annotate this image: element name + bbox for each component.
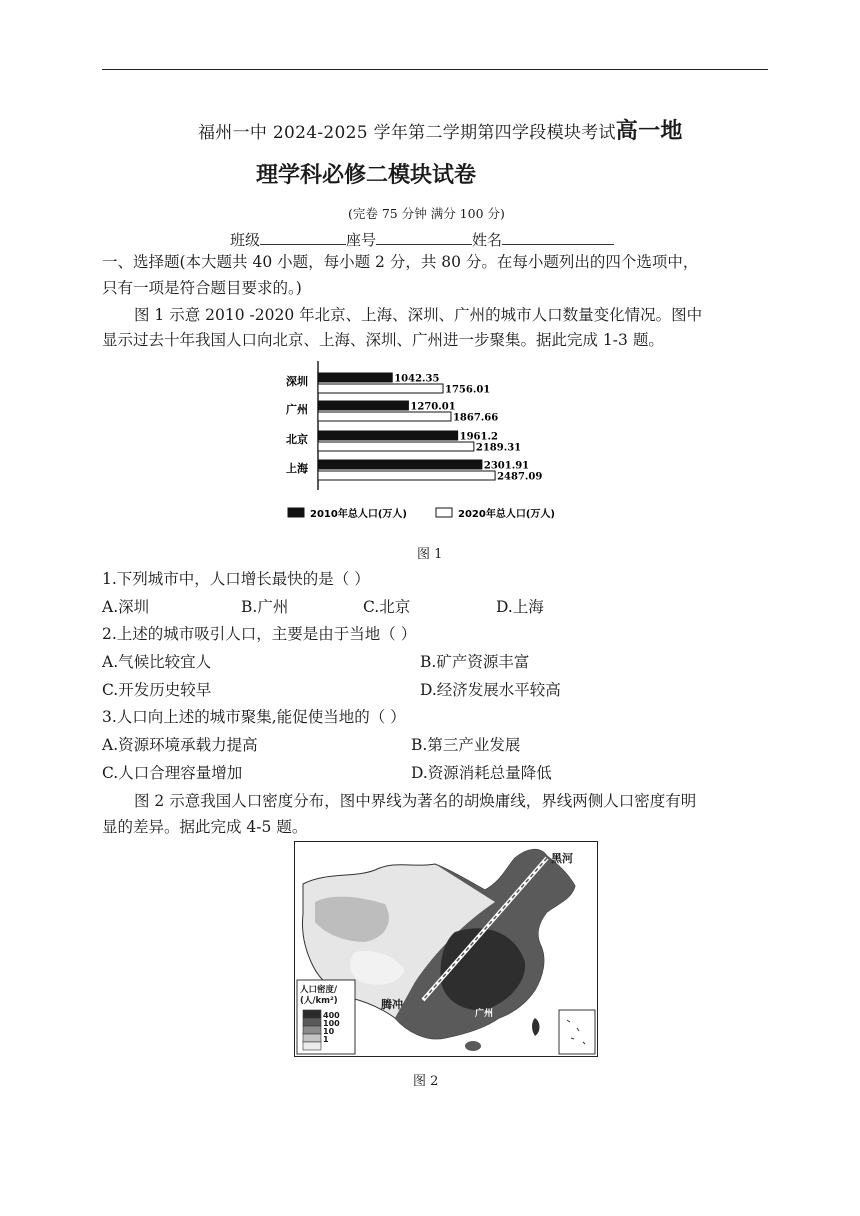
legend-swatch-2020 [436, 508, 452, 517]
q2-option-a: A.气候比较宜人 [102, 653, 212, 671]
taiwan-island [532, 1018, 540, 1036]
bar-2010 [318, 460, 482, 469]
class-label: 班级 [230, 231, 261, 249]
south-china-sea-inset [559, 1010, 595, 1054]
bar-2010 [318, 373, 392, 382]
q2-option-c: C.开发历史较早 [102, 681, 212, 699]
intro2-line1: 图 2 示意我国人口密度分布，图中界线为著名的胡焕庸线，界线两侧人口密度有明 [134, 792, 697, 810]
question-2: 2.上述的城市吸引人口，主要是由于当地（ ） [102, 625, 417, 643]
intro1-line1: 图 1 示意 2010 -2020 年北京、上海、深圳、广州的城市人口数量变化情况。图中 [134, 306, 703, 324]
legend-tick: 1 [323, 1035, 329, 1044]
category-label: 北京 [286, 433, 308, 446]
seat-field[interactable] [376, 230, 472, 245]
q1-option-b: B.广州 [241, 598, 289, 616]
legend-label-2010: 2010年总人口(万人) [310, 509, 407, 520]
legend-swatch [303, 1026, 321, 1034]
name-field[interactable] [502, 230, 614, 245]
legend-title: 人口密度/ [300, 985, 338, 995]
exam-subtitle: (完卷 75 分钟 满分 100 分) [348, 206, 505, 221]
legend-swatch [303, 1042, 321, 1050]
legend-swatch [303, 1018, 321, 1026]
data-label: 1270.01 [410, 401, 456, 413]
q1-option-a: A.深圳 [102, 598, 150, 616]
data-label: 2487.09 [497, 471, 543, 483]
label-tengchong: 腾冲 [381, 998, 403, 1011]
fig1-caption: 图 1 [417, 547, 443, 562]
label-guangzhou: 广州 [475, 1009, 494, 1019]
exam-title-part2: 高一地 [615, 119, 683, 144]
legend-swatch [303, 1010, 321, 1018]
legend-tick: 10 [323, 1027, 335, 1036]
q3-option-c: C.人口合理容量增加 [102, 764, 243, 782]
data-label: 2189.31 [475, 442, 522, 454]
q1-option-c: C.北京 [363, 598, 411, 616]
category-label: 上海 [286, 462, 308, 475]
exam-title [198, 114, 683, 145]
legend-swatch [303, 1034, 321, 1042]
bar-2020 [318, 471, 495, 480]
student-info-line [230, 229, 614, 250]
top-rule [102, 69, 768, 70]
data-label: 1756.01 [445, 384, 491, 396]
data-label: 2301.91 [483, 460, 530, 472]
intro1-line2: 显示过去十年我国人口向北京、上海、深圳、广州进一步聚集。据此完成 1-3 题。 [102, 331, 664, 349]
category-label: 广州 [286, 403, 308, 416]
bar-2020 [318, 384, 443, 393]
label-heihe: 黑河 [551, 852, 573, 865]
section-heading-line1: 一、选择题(本大题共 40 小题，每小题 2 分，共 80 分。在每小题列出的四个选项中， [102, 253, 699, 271]
question-3: 3.人口向上述的城市聚集,能促使当地的（ ） [102, 708, 406, 726]
bar-2010 [318, 431, 458, 440]
q2-option-b: B.矿产资源丰富 [420, 653, 530, 671]
population-density-map [294, 841, 598, 1057]
hainan-island [465, 1041, 481, 1051]
q3-option-a: A.资源环境承载力提高 [102, 736, 258, 754]
section-heading-line2: 只有一项是符合题目要求的。) [102, 279, 302, 297]
category-label: 深圳 [286, 375, 308, 388]
data-label: 1042.35 [394, 373, 440, 385]
legend-tick: 100 [323, 1019, 340, 1028]
legend-tick: 400 [323, 1011, 340, 1020]
fig2-caption: 图 2 [413, 1074, 439, 1089]
q3-option-d: D.资源消耗总量降低 [411, 764, 552, 782]
legend-swatch-2010 [288, 508, 304, 517]
name-label: 姓名 [472, 231, 503, 249]
exam-title-line2: 理学科必修二模块试卷 [256, 163, 477, 188]
class-field[interactable] [260, 230, 346, 245]
q1-option-d: D.上海 [496, 598, 544, 616]
china-map-graphic [295, 842, 597, 1056]
question-1: 1.下列城市中，人口增长最快的是（ ） [102, 570, 370, 588]
bar-2020 [318, 412, 451, 421]
data-label: 1961.2 [459, 431, 498, 443]
bar-2010 [318, 401, 408, 410]
population-bar-chart [280, 355, 580, 530]
data-label: 1867.66 [452, 412, 499, 424]
seat-label: 座号 [346, 231, 377, 249]
q3-option-b: B.第三产业发展 [411, 736, 521, 754]
exam-title-part1: 福州一中 2024-2025 学年第二学期第四学段模块考试 [198, 123, 616, 143]
intro2-line2: 显的差异。据此完成 4-5 题。 [102, 818, 308, 836]
bar-2020 [318, 442, 474, 451]
legend-label-2020: 2020年总人口(万人) [458, 509, 555, 520]
legend-unit: (人/km²) [300, 996, 338, 1006]
q2-option-d: D.经济发展水平较高 [420, 681, 561, 699]
